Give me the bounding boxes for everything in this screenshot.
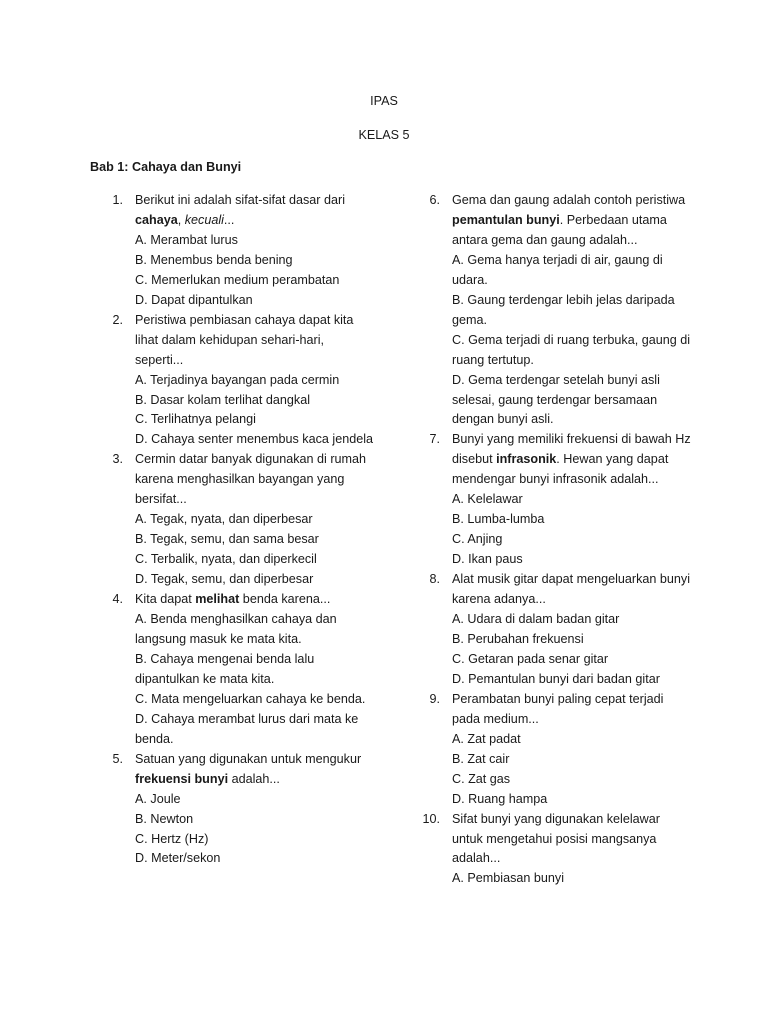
text-run: Satuan yang digunakan untuk mengukur bbox=[135, 751, 362, 766]
bold-term: frekuensi bunyi bbox=[135, 771, 229, 786]
answer-option: D. Tegak, semu, dan diperbesar bbox=[135, 572, 314, 587]
answer-option: B. Perubahan frekuensi bbox=[452, 631, 584, 646]
question-number: 9. bbox=[429, 691, 440, 706]
text-run: Bunyi yang memiliki frekuensi di bawah Hz disebut bbox=[452, 432, 691, 467]
text-run: . Hewan yang dapat mendengar bunyi infrasonik adalah... bbox=[452, 452, 669, 487]
answer-option: B. Lumba-lumba bbox=[452, 512, 545, 527]
question-text bbox=[452, 191, 691, 251]
question-text bbox=[452, 810, 691, 870]
question-number: 10. bbox=[422, 811, 440, 826]
text-run: ... bbox=[223, 212, 235, 227]
question-text bbox=[135, 450, 374, 510]
answer-option: B. Dasar kolam terlihat dangkal bbox=[135, 392, 310, 407]
question-item bbox=[102, 450, 374, 590]
answer-option: D. Gema terdengar setelah bunyi asli selesai, gaung terdengar bersamaan dengan bunyi asli. bbox=[452, 372, 660, 427]
question-text bbox=[452, 570, 691, 610]
answer-option: B. Menembus benda bening bbox=[135, 252, 293, 267]
question-item bbox=[102, 311, 374, 451]
answer-option: A. Merambat lurus bbox=[135, 232, 238, 247]
answer-option: C. Hertz (Hz) bbox=[135, 831, 209, 846]
answer-option: A. Gema hanya terjadi di air, gaung di udara. bbox=[452, 252, 663, 287]
question-item bbox=[419, 430, 691, 570]
answer-option: A. Zat padat bbox=[452, 731, 521, 746]
answer-option: C. Terlihatnya pelangi bbox=[135, 412, 256, 427]
italic-term: kecuali bbox=[184, 212, 224, 227]
answer-option: A. Joule bbox=[135, 791, 181, 806]
text-run: Gema dan gaung adalah contoh peristiwa bbox=[452, 193, 686, 207]
question-text bbox=[135, 311, 374, 371]
question-item bbox=[419, 570, 691, 690]
question-text bbox=[135, 590, 374, 610]
question-item bbox=[419, 191, 691, 430]
answer-option: D. Cahaya merambat lurus dari mata ke benda. bbox=[135, 711, 359, 746]
question-text bbox=[452, 690, 691, 730]
text-run: benda karena... bbox=[239, 592, 331, 607]
text-run: Kita dapat bbox=[135, 592, 196, 607]
text-run: Berikut ini adalah sifat-sifat dasar dari bbox=[135, 193, 345, 207]
question-item bbox=[102, 750, 374, 870]
question-number: 5. bbox=[112, 751, 123, 766]
answer-option: A. Benda menghasilkan cahaya dan langsung masuk ke mata kita. bbox=[135, 612, 337, 646]
answer-option: B. Zat cair bbox=[452, 751, 510, 766]
answer-option: D. Cahaya senter menembus kaca jendela bbox=[135, 432, 374, 447]
questions-column-left bbox=[102, 191, 374, 869]
text-run: Peristiwa pembiasan cahaya dapat kita lihat dalam kehidupan sehari-hari, seperti... bbox=[135, 312, 354, 367]
document-title: IPAS bbox=[370, 94, 398, 108]
answer-option: A. Udara di dalam badan gitar bbox=[452, 612, 620, 627]
answer-option: B. Newton bbox=[135, 811, 194, 826]
answer-option: C. Memerlukan medium perambatan bbox=[135, 272, 340, 287]
answer-option: C. Terbalik, nyata, dan diperkecil bbox=[135, 552, 317, 567]
answer-option: A. Kelelawar bbox=[452, 492, 523, 507]
bold-term: melihat bbox=[195, 592, 240, 607]
question-number: 3. bbox=[112, 452, 123, 467]
question-number: 1. bbox=[112, 193, 123, 207]
text-run: . Perbedaan utama antara gema dan gaung adalah... bbox=[452, 212, 667, 247]
answer-option: A. Terjadinya bayangan pada cermin bbox=[135, 372, 340, 387]
questions-column-right bbox=[419, 191, 691, 889]
question-item bbox=[419, 690, 691, 810]
question-text bbox=[135, 191, 374, 231]
chapter-heading: Bab 1: Cahaya dan Bunyi bbox=[90, 160, 242, 174]
answer-option: C. Mata mengeluarkan cahaya ke benda. bbox=[135, 691, 366, 706]
question-number: 7. bbox=[429, 432, 440, 447]
answer-option: D. Ikan paus bbox=[452, 552, 523, 567]
bold-term: pemantulan bunyi bbox=[452, 212, 560, 227]
text-run: Sifat bunyi yang digunakan kelelawar untuk mengetahui posisi mangsanya adalah... bbox=[452, 811, 660, 866]
answer-option: B. Cahaya mengenai benda lalu dipantulkan ke mata kita. bbox=[135, 651, 315, 686]
question-text bbox=[135, 750, 374, 790]
text-run: adalah... bbox=[228, 771, 280, 786]
bold-term: infrasonik bbox=[496, 452, 557, 467]
answer-option: D. Ruang hampa bbox=[452, 791, 548, 806]
answer-option: B. Gaung terdengar lebih jelas daripada gema. bbox=[452, 292, 675, 327]
text-run: Cermin datar banyak digunakan di rumah karena menghasilkan bayangan yang bersifat... bbox=[135, 452, 367, 507]
question-number: 6. bbox=[429, 193, 440, 207]
answer-option: D. Meter/sekon bbox=[135, 851, 221, 866]
text-run: Alat musik gitar dapat mengeluarkan bunyi karena adanya... bbox=[452, 572, 691, 607]
answer-option: C. Zat gas bbox=[452, 771, 511, 786]
answer-option: D. Pemantulan bunyi dari badan gitar bbox=[452, 671, 660, 686]
answer-option: D. Dapat dipantulkan bbox=[135, 292, 253, 307]
question-item bbox=[102, 191, 374, 311]
question-item bbox=[419, 810, 691, 890]
question-text bbox=[452, 430, 691, 490]
text-run: , bbox=[177, 212, 185, 227]
bold-term: cahaya bbox=[135, 212, 178, 227]
answer-option: C. Getaran pada senar gitar bbox=[452, 651, 609, 666]
question-number: 2. bbox=[112, 312, 123, 327]
answer-option: C. Gema terjadi di ruang terbuka, gaung di ruang tertutup. bbox=[452, 332, 691, 367]
answer-option: A. Pembiasan bunyi bbox=[452, 871, 565, 886]
question-number: 8. bbox=[429, 572, 440, 587]
document-class-label: KELAS 5 bbox=[358, 128, 410, 142]
question-number: 4. bbox=[112, 592, 123, 607]
question-item bbox=[102, 590, 374, 750]
answer-option: A. Tegak, nyata, dan diperbesar bbox=[135, 512, 313, 527]
text-run: Perambatan bunyi paling cepat terjadi pada medium... bbox=[452, 691, 664, 726]
answer-option: C. Anjing bbox=[452, 532, 503, 547]
answer-option: B. Tegak, semu, dan sama besar bbox=[135, 532, 319, 547]
